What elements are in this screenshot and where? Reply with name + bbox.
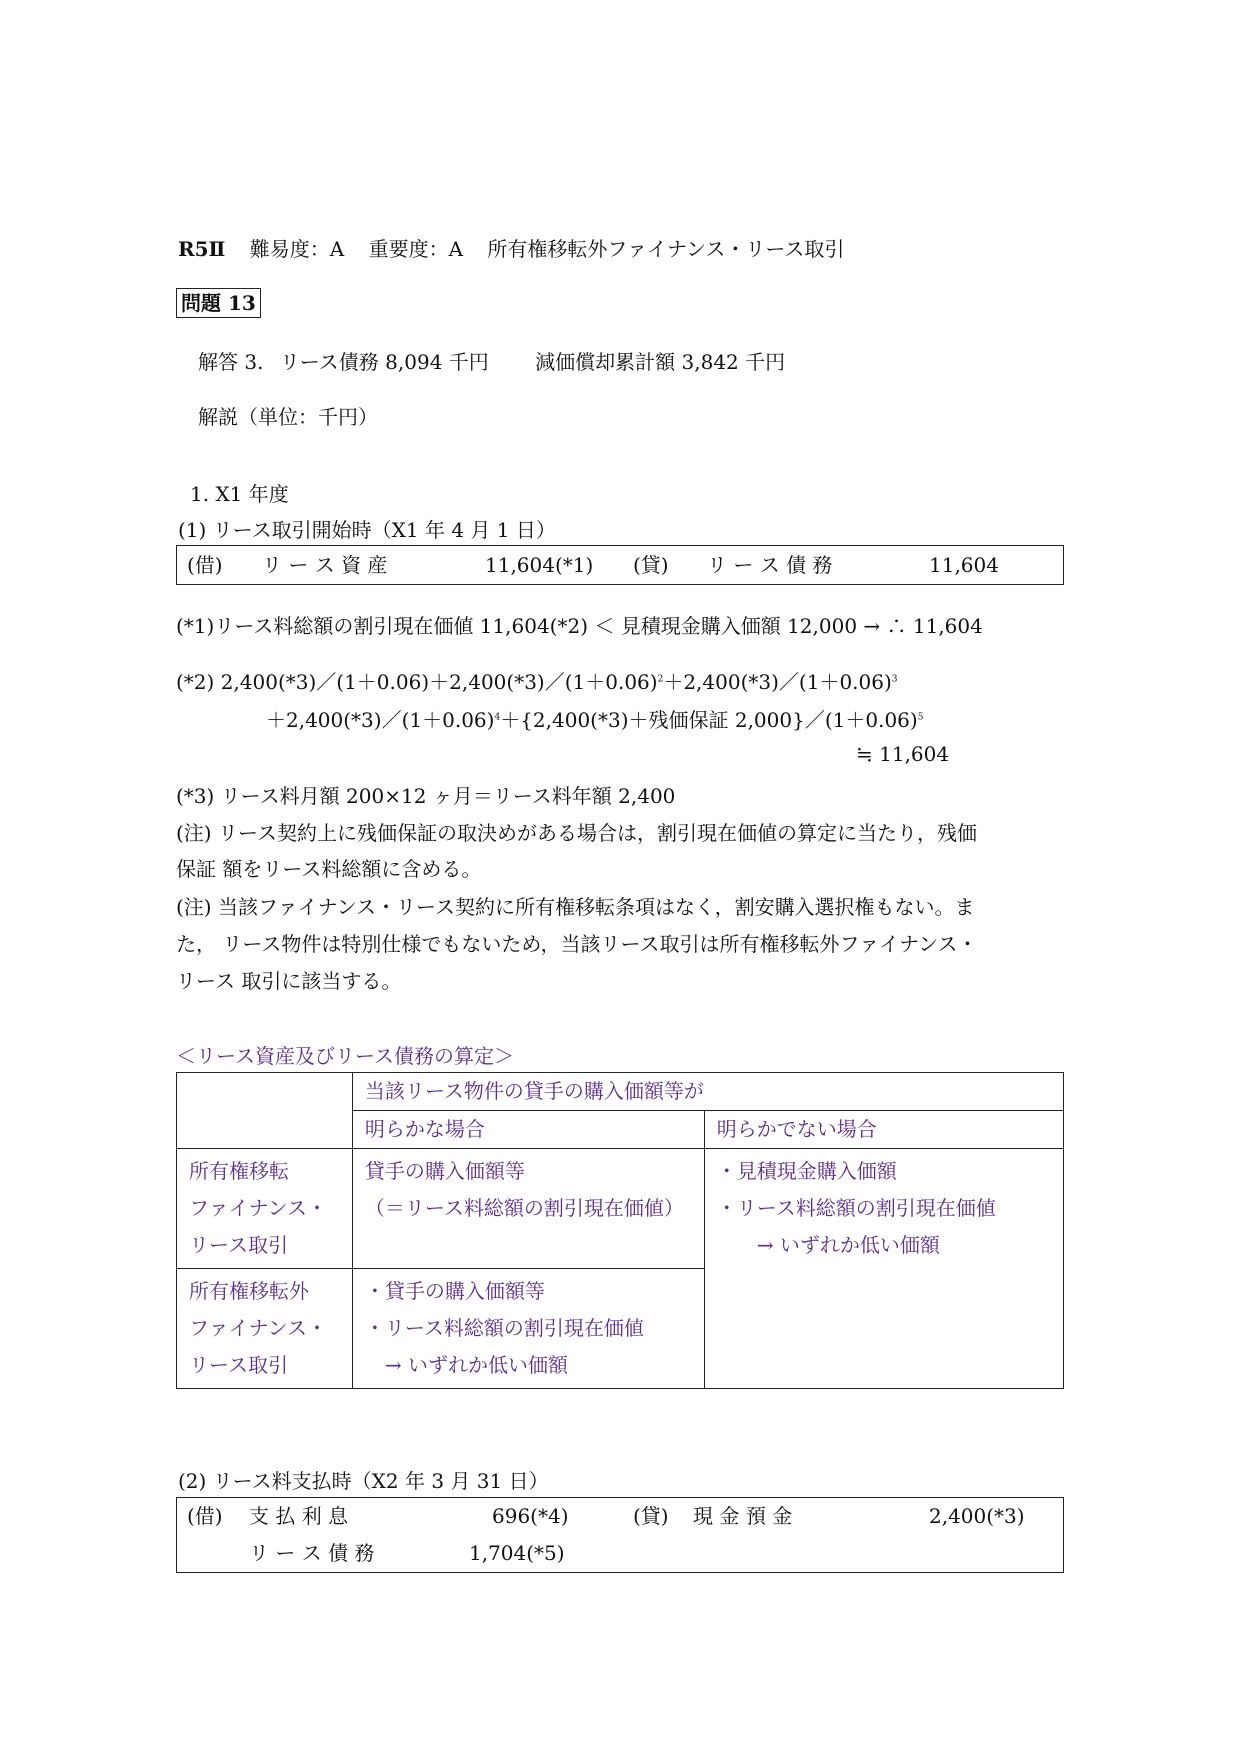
credit-mark: (貸) (633, 1504, 669, 1528)
cell-line: （＝リース料総額の割引現在価値） (364, 1196, 684, 1220)
label-line: ファイナンス・ (189, 1316, 327, 1340)
label-line: 所有権移転 (189, 1159, 289, 1183)
lease-table (176, 1072, 1064, 1389)
note-2-line-1 (176, 666, 898, 695)
exponent: 3 (891, 674, 898, 685)
debit-mark: (借) (187, 553, 223, 577)
caution-2-line-2: た， リース物件は特別仕様でもないため，当該リース取引は所有権移転外ファイナンス・ (176, 932, 978, 956)
section1-title: 1. X1 年度 (190, 482, 289, 506)
topic: 所有権移転外ファイナンス・リース取引 (487, 237, 845, 261)
explanation-label: 解説（単位：千円） (198, 405, 378, 429)
row-non-transfer-clear (352, 1269, 704, 1389)
exponent: 5 (917, 712, 924, 723)
importance: 重要度：A (368, 237, 464, 261)
cell-line: → いずれか低い価額 (384, 1353, 568, 1377)
caution-2-line-1: (注) 当該ファイナンス・リース契約に所有権移転条項はなく，割安購入選択権もない。ま (176, 895, 975, 919)
note-2-part: ＋{2,400(*3)＋残価保証 2,000}／(1＋0.06) (500, 708, 918, 732)
note-2-result: ≒ 11,604 (856, 742, 950, 766)
cell-line: ・貸手の購入価額等 (364, 1279, 545, 1303)
debit-mark: (借) (187, 1504, 223, 1528)
unclear-cell (704, 1149, 1063, 1389)
debit-amount: 11,604(*1) (485, 553, 594, 577)
row-non-transfer-label (177, 1269, 353, 1389)
credit-mark: (貸) (633, 553, 669, 577)
label-line: リース取引 (189, 1353, 288, 1377)
journal-entry-2 (176, 1497, 1064, 1573)
row-transfer-label (177, 1149, 353, 1269)
journal-entry-1 (176, 545, 1064, 585)
note-2-part: ＋2,400(*3)／(1＋0.06) (266, 708, 495, 732)
header-main: 当該リース物件の貸手の購入価額等が (352, 1073, 1063, 1111)
cell-line: ・リース料総額の割引現在価値 (364, 1316, 644, 1340)
exponent: 4 (494, 712, 501, 723)
row-transfer-clear (352, 1149, 704, 1269)
lease-table-title: ＜リース資産及びリース債務の算定＞ (176, 1044, 514, 1068)
debit-account: リ ー ス 資 産 (262, 553, 388, 577)
answer-accumulated-depreciation: 減価償却累計額 3,842 千円 (535, 350, 786, 374)
header-clear: 明らかな場合 (352, 1111, 704, 1149)
credit-amount: 2,400(*3) (929, 1504, 1025, 1528)
label-line: ファイナンス・ (189, 1196, 327, 1220)
label-line: リース取引 (189, 1233, 288, 1257)
debit-amount-2: 1,704(*5) (469, 1541, 565, 1565)
cell-line: 貸手の購入価額等 (364, 1159, 525, 1183)
cell-line: ・リース料総額の割引現在価値 (716, 1196, 996, 1220)
title-line (178, 233, 844, 262)
section2-sub2: (2) リース料支払時（X2 年 3 月 31 日） (178, 1469, 549, 1493)
debit-account-1: 支 払 利 息 (249, 1504, 349, 1528)
caution-1-line-1: (注) リース契約上に残価保証の取決めがある場合は，割引現在価値の算定に当たり，残価 (176, 821, 977, 845)
answer-label: 解答 3. (198, 350, 264, 374)
answer-lease-debt: リース債務 8,094 千円 (279, 350, 489, 374)
cell-line: → いずれか低い価額 (756, 1233, 940, 1257)
section1-sub1: (1) リース取引開始時（X1 年 4 月 1 日） (178, 518, 556, 542)
note-2-part: (*2) 2,400(*3)／(1＋0.06)＋2,400(*3)／(1＋0.06) (176, 670, 658, 694)
debit-amount-1: 696(*4) (492, 1504, 569, 1528)
exponent: 2 (657, 674, 664, 685)
caution-1-line-2: 保証 額をリース料総額に含める。 (176, 857, 482, 881)
cell-line: ・見積現金購入価額 (716, 1159, 897, 1183)
debit-account-2: リ ー ス 債 務 (249, 1541, 375, 1565)
caution-2-line-3: リース 取引に該当する。 (176, 969, 402, 993)
exam-code: R5Ⅱ (178, 237, 226, 261)
credit-amount: 11,604 (929, 553, 999, 577)
note-3: (*3) リース料月額 200×12 ヶ月＝リース料年額 2,400 (176, 784, 676, 808)
header-unclear: 明らかでない場合 (704, 1111, 1063, 1149)
credit-account: リ ー ス 債 務 (707, 553, 833, 577)
credit-account: 現 金 預 金 (693, 1504, 793, 1528)
difficulty: 難易度：A (249, 237, 345, 261)
note-2-line-2 (266, 704, 923, 733)
label-line: 所有権移転外 (189, 1279, 309, 1303)
note-2-part: ＋2,400(*3)／(1＋0.06) (663, 670, 892, 694)
answer-line (198, 346, 785, 375)
problem-label: 問題 13 (176, 288, 261, 318)
corner-cell (177, 1073, 353, 1149)
note-1: (*1)リース料総額の割引現在価値 11,604(*2) ＜ 見積現金購入価額 12,000 → ∴ 11,604 (176, 614, 983, 638)
